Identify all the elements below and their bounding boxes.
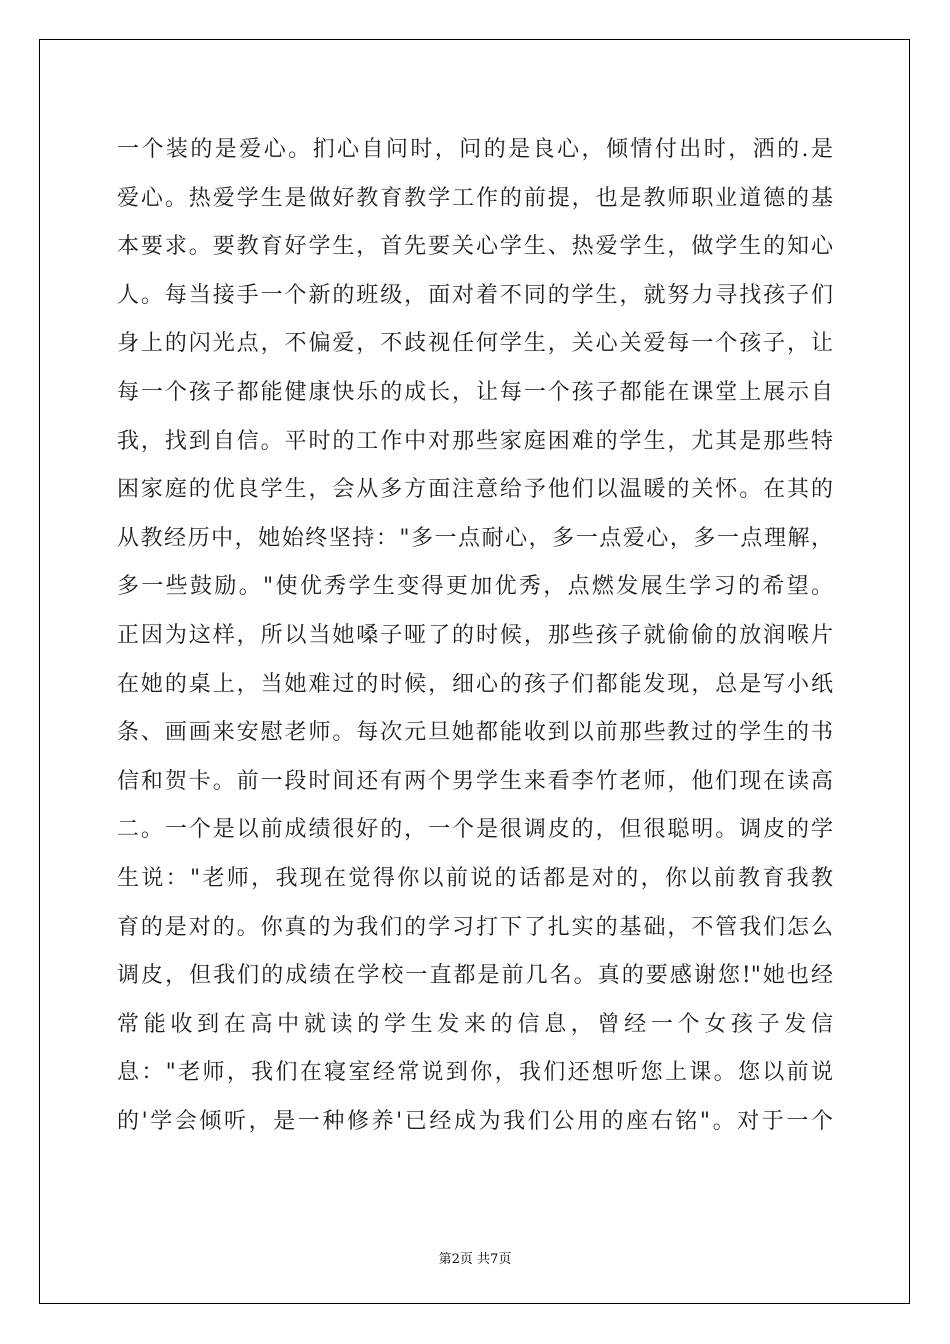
text-line-15: 二。一个是以前成绩很好的，一个是很调皮的，但很聪明。调皮的学: [117, 817, 833, 843]
text-line-7: 我，找到自信。平时的工作中对那些家庭困难的学生，尤其是那些特: [117, 428, 833, 454]
text-line-3: 本要求。要教育好学生，首先要关心学生、热爱学生，做学生的知心: [117, 234, 833, 260]
text-line-16: 生说："老师，我现在觉得你以前说的话都是对的，你以前教育我教: [117, 865, 833, 891]
text-line-21: 的'学会倾听，是一种修养'已经成为我们公用的座右铭"。对于一个: [117, 1108, 833, 1134]
text-line-1: 一个装的是爱心。扪心自问时，问的是良心，倾情付出时，洒的.是: [117, 137, 833, 162]
text-line-8: 困家庭的优良学生，会从多方面注意给予他们以温暖的关怀。在其的: [117, 477, 833, 503]
text-line-13: 条、画画来安慰老师。每次元旦她都能收到以前那些教过的学生的书: [117, 720, 833, 746]
text-line-18: 调皮，但我们的成绩在学校一直都是前几名。真的要感谢您!"她也经: [117, 963, 833, 989]
text-line-17: 育的是对的。你真的为我们的学习打下了扎实的基础，不管我们怎么: [117, 914, 833, 940]
document-body: [117, 126, 833, 1146]
text-line-11: 正因为这样，所以当她嗓子哑了的时候，那些孩子就偷偷的放润喉片: [117, 622, 833, 648]
page-number-footer: 第2页 共7页: [438, 1252, 512, 1267]
text-line-4: 人。每当接手一个新的班级，面对着不同的学生，就努力寻找孩子们: [117, 282, 833, 308]
text-line-5: 身上的闪光点，不偏爱，不歧视任何学生，关心关爱每一个孩子，让: [117, 331, 833, 357]
text-line-9: 从教经历中，她始终坚持："多一点耐心，多一点爱心，多一点理解，: [117, 525, 833, 551]
text-line-2: 爱心。热爱学生是做好教育教学工作的前提，也是教师职业道德的基: [117, 185, 833, 211]
text-line-12: 在她的桌上，当她难过的时候，细心的孩子们都能发现，总是写小纸: [117, 671, 833, 697]
text-line-14: 信和贺卡。前一段时间还有两个男学生来看李竹老师，他们现在读高: [117, 768, 833, 794]
text-line-19: 常能收到在高中就读的学生发来的信息，曾经一个女孩子发信: [117, 1011, 833, 1037]
text-line-20: 息："老师，我们在寝室经常说到你，我们还想听您上课。您以前说: [117, 1060, 833, 1086]
text-line-10: 多一些鼓励。"使优秀学生变得更加优秀，点燃发展生学习的希望。: [117, 574, 833, 600]
text-line-6: 每一个孩子都能健康快乐的成长，让每一个孩子都能在课堂上展示自: [117, 379, 833, 405]
